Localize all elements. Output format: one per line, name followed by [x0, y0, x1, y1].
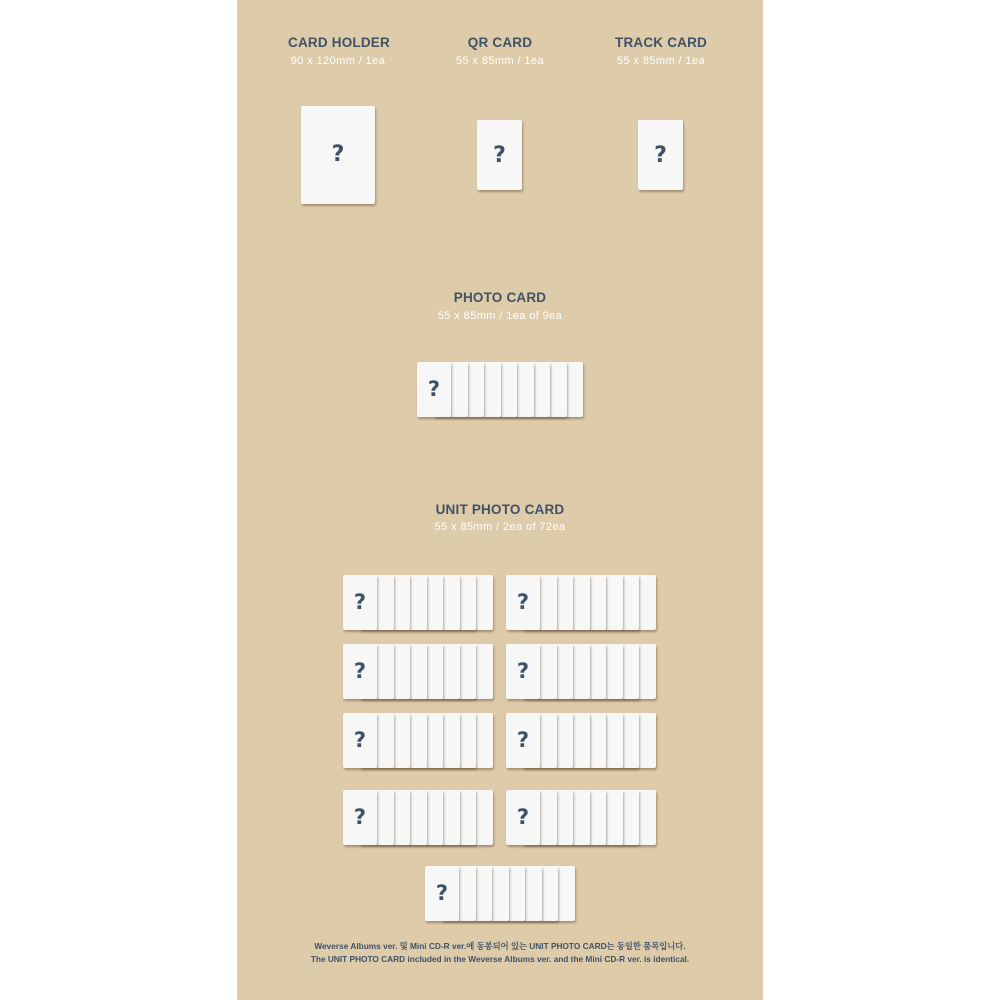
photo-card-front	[343, 644, 377, 699]
question-mark-icon: ?	[654, 143, 667, 168]
question-mark-icon: ?	[353, 590, 367, 614]
track-card-title: TRACK CARD	[615, 35, 707, 50]
question-mark-icon: ?	[353, 728, 367, 752]
photo-card-front	[425, 866, 459, 921]
photo-card-stack	[417, 362, 583, 418]
qr-card-spec: 55 x 85mm / 1ea	[456, 55, 544, 67]
track-card-placeholder	[638, 120, 683, 190]
question-mark-icon: ?	[427, 377, 441, 401]
question-mark-icon: ?	[516, 805, 530, 829]
card-holder-title: CARD HOLDER	[288, 35, 390, 50]
qr-card-placeholder	[477, 120, 522, 190]
question-mark-icon: ?	[353, 659, 367, 683]
photo-card-front	[506, 644, 540, 699]
unit-photo-card-spec: 55 x 85mm / 2ea of 72ea	[434, 521, 566, 533]
track-card-spec: 55 x 85mm / 1ea	[617, 55, 705, 67]
photo-card-front	[343, 790, 377, 845]
question-mark-icon: ?	[331, 142, 345, 167]
question-mark-icon: ?	[435, 881, 449, 905]
question-mark-icon: ?	[516, 590, 530, 614]
photo-card-front	[343, 575, 377, 630]
photo-card-title: PHOTO CARD	[453, 290, 547, 305]
question-mark-icon: ?	[493, 143, 506, 168]
photo-card-front	[506, 790, 540, 845]
unit-photo-card-title: UNIT PHOTO CARD	[435, 502, 565, 517]
question-mark-icon: ?	[516, 728, 530, 752]
photo-card-front	[506, 713, 540, 768]
photo-card-front	[506, 575, 540, 630]
notice-korean: Weverse Albums ver. 및 Mini CD-R ver.에 동봉되어 있는 UNIT PHOTO CARD는 동일한 품목입니다.	[314, 941, 686, 951]
photo-card-front	[343, 713, 377, 768]
question-mark-icon: ?	[516, 659, 530, 683]
qr-card-title: QR CARD	[467, 35, 533, 50]
notice-english: The UNIT PHOTO CARD included in the Weverse Albums ver. and the Mini CD-R ver. is identical.	[310, 954, 690, 964]
card-holder-placeholder	[301, 106, 375, 204]
question-mark-icon: ?	[353, 805, 367, 829]
photo-card-front	[417, 362, 451, 417]
photo-card-spec: 55 x 85mm / 1ea of 9ea	[437, 310, 563, 322]
card-holder-spec: 90 x 120mm / 1ea	[290, 55, 386, 67]
